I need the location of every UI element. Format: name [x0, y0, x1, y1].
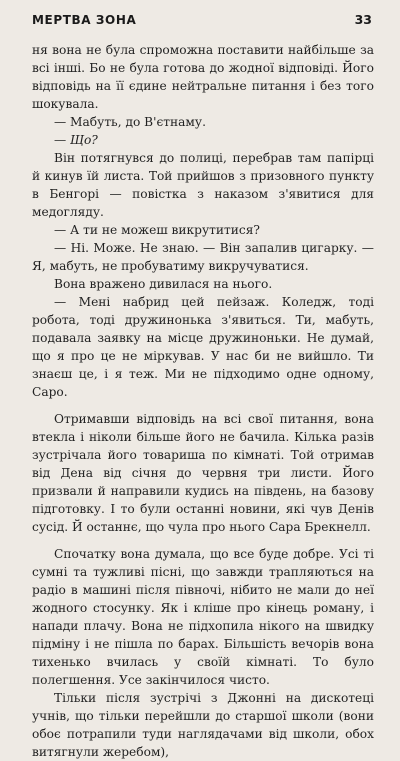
- paragraph: — Що?: [54, 133, 98, 147]
- paragraph: Тільки після зустрічі з Джонні на дискотеці учнів, що тільки перейшли до старшої школи (вони обоє потрапили туди наглядачами від школи, обох витягнули жеребом),: [32, 691, 374, 759]
- paragraph: — Ні. Може. Не знаю. — Він запалив цигарку. — Я, мабуть, не пробуватиму викручуватися.: [32, 241, 374, 273]
- paragraph: Вона вражено дивилася на нього.: [54, 277, 273, 291]
- paragraph: ня вона не була спроможна поставити найбільше за всі інші. Бо не була готова до жодної відповіді. Його відповідь на її єдине нейтральне питання і без того шокувала.: [32, 43, 374, 111]
- running-title: МЕРТВА ЗОНА: [32, 13, 137, 27]
- running-head: [32, 12, 372, 32]
- body-text: [32, 41, 374, 761]
- paragraph: — А ти не можеш викрутитися?: [54, 223, 260, 237]
- paragraph: Отримавши відповідь на всі свої питання, вона втекла і ніколи більше його не бачила. Кілька разів зустрічала його товариша по кімнаті. Той отримав від Дена від січня до червня три листи. Його призвали й направили кудись на південь, на базову підготовку. І то були останні новини, які чув Денів сусід. Й останнє, що чула про нього Сара Брекнелл.: [32, 412, 374, 534]
- page-number: 33: [354, 12, 372, 27]
- paragraph: Він потягнувся до полиці, перебрав там папірці й кинув їй листа. Той прийшов з призовного пункту в Бенгорі — повістка з наказом з'явитися для медогляду.: [32, 151, 374, 219]
- paragraph: — Мені набрид цей пейзаж. Коледж, тоді робота, тоді дружинонька з'явиться. Ти, мабуть, подавала заявку на місце дружиноньки. Не думай, що я про це не міркував. У нас би не вийшло. Ти знаєш це, і я теж. Ми не підходимо одне одному, Саро.: [32, 295, 374, 399]
- paragraph: Спочатку вона думала, що все буде добре. Усі ті сумні та тужливі пісні, що завжди трапляються на радіо в машині після півночі, нібито не мали до неї жодного стосунку. Як і кліше про кінець роману, і напади плачу. Вона не підхопила нікого на швидку підміну і не пішла по барах. Більшість вечорів вона тихенько вчилась у своїй кімнаті. То було полегшення. Усе закінчилося чисто.: [32, 547, 374, 687]
- paragraph: — Мабуть, до В'єтнаму.: [54, 115, 206, 129]
